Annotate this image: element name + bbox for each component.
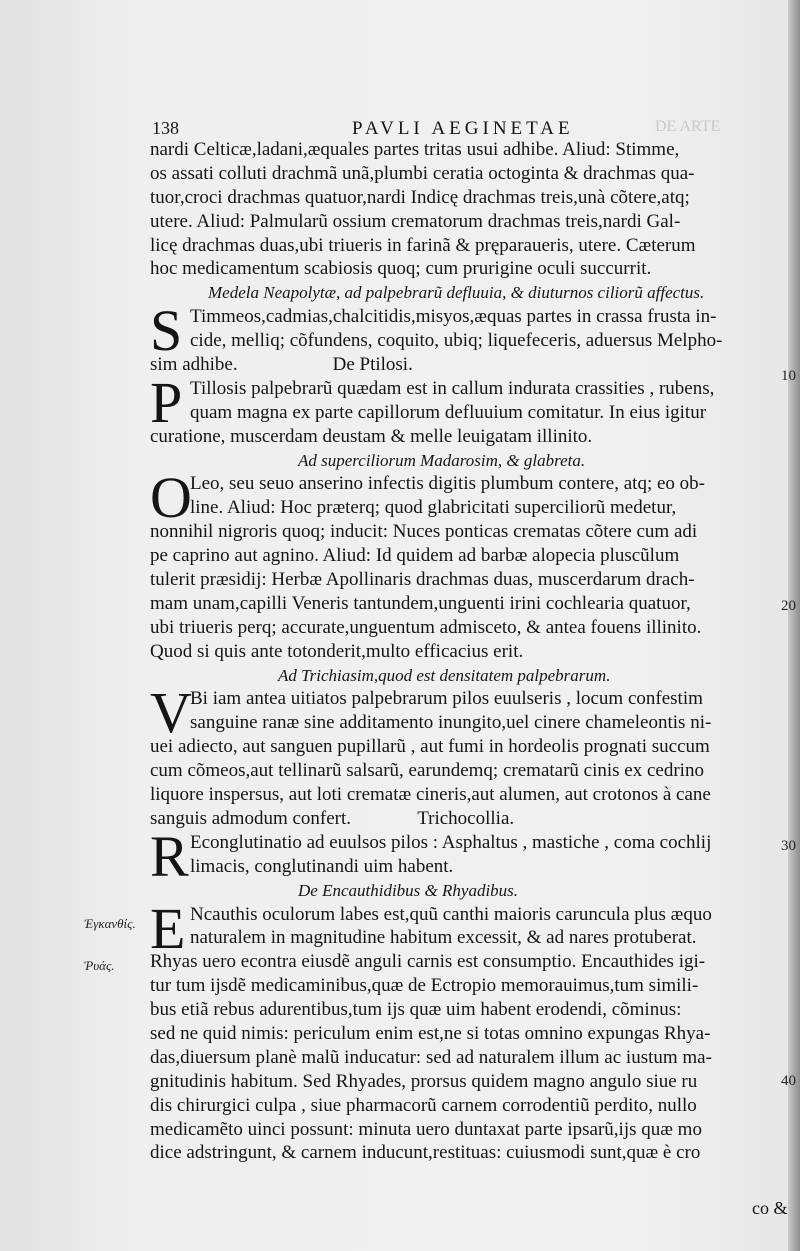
text-line: pe caprino aut agnino. Aliud: Id quidem ad barbæ alopecia pluscũlum xyxy=(150,545,680,567)
text-line: naturalem in magnitudine habitum excessit, & ad nares protuberat. xyxy=(190,927,697,949)
text-line: tulerit præsidij: Herbæ Apollinaris drachmas duas, muscerdarum drach- xyxy=(150,569,695,591)
drop-cap: E xyxy=(150,895,186,961)
text-line: os assati colluti drachmã unã,plumbi ceratia octoginta & drachmas qua- xyxy=(150,162,695,184)
line-number: 40 xyxy=(781,1073,796,1089)
text-line: tuor,croci drachmas quatuor,nardi Indicę drachmas treis,unà cõtere,atq; xyxy=(150,186,690,208)
text-line: uei adiecto, aut sanguen pupillarũ , aut fumi in hordeolis prognati succum xyxy=(150,736,710,758)
text-line: bus etiã rebus adurentibus,tum ijs quæ uim habent erodendi, cõminus: xyxy=(150,999,682,1021)
text-line: tur tum ijsdẽ medicaminibus,quæ de Ectropio memorauimus,tum simili- xyxy=(150,975,699,997)
drop-cap: S xyxy=(150,298,183,364)
text-line: Tillosis palpebrarũ quædam est in callum indurata crassities , rubens, xyxy=(190,377,715,399)
drop-cap: R xyxy=(150,823,189,889)
text-line: Rhyas uero econtra eiusdẽ anguli carnis est consumptio. Encauthides igi- xyxy=(150,951,706,973)
text-line: liquore inspersus, aut loti crematæ cineris,aut alumen, aut crotonos à cane xyxy=(150,784,711,806)
paragraph xyxy=(150,895,778,1166)
text-line: Econglutinatio ad euulsos pilos : Asphaltus , mastiche , coma cochlij xyxy=(190,831,712,853)
line-number: 30 xyxy=(781,838,796,854)
text-line: Leo, seu seuo anserino infectis digitis plumbum contere, atq; eo ob- xyxy=(190,473,705,495)
text-line: line. Aliud: Hoc præterq; quod glabricitati superciliorũ medetur, xyxy=(190,497,677,519)
paragraph xyxy=(150,298,778,377)
section-heading: Medela Neapolytæ, ad palpebrarũ defluuia, & diuturnos ciliorũ affectus. xyxy=(208,283,705,303)
drop-cap: V xyxy=(150,680,192,746)
text-line: quam magna ex parte capillorum defluuium comitatur. In eius igitur xyxy=(190,401,707,423)
paragraph xyxy=(150,465,778,663)
text-line: sed ne quid nimis: periculum enim est,ne si totas omnino expungas Rhya- xyxy=(150,1022,711,1044)
section-heading: Ad superciliorum Madarosim, & glabreta. xyxy=(298,450,586,470)
line-number: 20 xyxy=(781,598,796,614)
paragraph xyxy=(150,823,778,889)
text-line: cide, melliq; cõfundens, coquito, ubiq; liquefeceris, aduersus Melpho- xyxy=(190,330,723,352)
section-heading: De Encauthidibus & Rhyadibus. xyxy=(298,880,519,900)
line-number: 10 xyxy=(781,368,796,384)
section-heading: Ad Trichiasim,quod est densitatem palpebrarum. xyxy=(278,665,611,685)
text-line: sanguis admodum confert. Trichocollia. xyxy=(150,807,515,829)
text-line: medicamẽto uinci possunt: minuta uero duntaxat parte ipsarũ,ijs quæ mo xyxy=(150,1118,702,1140)
paragraph xyxy=(150,138,778,281)
paragraph xyxy=(150,680,778,830)
text-line: licę drachmas duas,ubi triueris in farinã & pręparaueris, utere. Cæterum xyxy=(150,234,696,256)
margin-note: Ῥυάς. xyxy=(84,958,115,973)
bleed-through-text: DE ARTE xyxy=(655,118,721,135)
text-line: gnitudinis habitum. Sed Rhyades, prorsus quidem magno angulo siue ru xyxy=(150,1070,698,1092)
text-line: nonnihil nigroris quoq; inducit: Nuces ponticas crematas cõtere cum adi xyxy=(150,521,698,543)
text-line: hoc medicamentum scabiosis quoq; cum prurigine oculi succurrit. xyxy=(150,258,652,280)
text-line: dis chirurgici culpa , siue pharmacorũ carnem corrodentiũ perdito, nullo xyxy=(150,1094,697,1116)
drop-cap: O xyxy=(150,465,192,531)
main-text xyxy=(150,138,778,1165)
catchword: co & xyxy=(752,1198,788,1218)
page-gutter xyxy=(788,0,800,1251)
text-line: dice adstringunt, & carnem inducunt,restituas: cuiusmodi sunt,quæ è cro xyxy=(150,1142,701,1164)
text-line: limacis, conglutinandi uim habent. xyxy=(190,855,454,877)
text-line: Ncauthis oculorum labes est,quũ canthi maioris caruncula plus æquo xyxy=(190,903,712,925)
text-line: Bi iam antea uitiatos palpebrarum pilos euulseris , locum confestim xyxy=(190,688,703,710)
text-line: Timmeos,cadmias,chalcitidis,misyos,æquas partes in crassa frusta in- xyxy=(190,306,717,328)
margin-note: Ἐγκανθίς. xyxy=(84,916,136,931)
text-line: ubi triueris perq; accurate,unguentum admisceto, & antea fouens illinito. xyxy=(150,616,702,638)
text-line: das,diuersum planè malũ inducatur: sed ad naturalem illum ac iustum ma- xyxy=(150,1046,712,1068)
text-line: sanguine ranæ sine additamento inungito,uel cinere chameleontis ni- xyxy=(190,712,712,734)
running-title: PAVLI AEGINETAE xyxy=(352,118,574,139)
text-line: sim adhibe. De Ptilosi. xyxy=(150,354,413,376)
text-line: nardi Celticæ,ladani,æquales partes tritas usui adhibe. Aliud: Stimme, xyxy=(150,139,680,160)
paragraph xyxy=(150,369,778,449)
text-line: utere. Aliud: Palmularũ ossium crematorum drachmas treis,nardi Gal- xyxy=(150,210,681,232)
text-line: mam unam,capilli Veneris tantundem,unguenti irini cochlearia quatuor, xyxy=(150,592,691,614)
text-line: cum cõmeos,aut tellinarũ salsarũ, earundemq; crematarũ cinis ex cedrino xyxy=(150,760,704,782)
text-line: Quod si quis ante totonderit,multo efficacius erit. xyxy=(150,640,524,662)
page-number: 138 xyxy=(152,118,179,138)
drop-cap: P xyxy=(150,369,183,435)
text-line: curatione, muscerdam deustam & melle leuigatam illinito. xyxy=(150,425,593,447)
